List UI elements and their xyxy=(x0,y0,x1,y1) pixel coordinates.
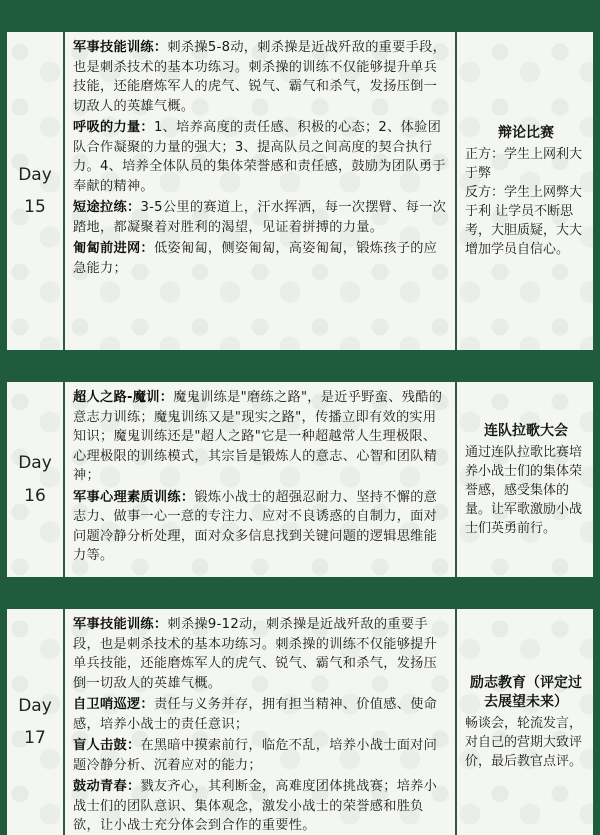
activity-cell xyxy=(457,382,593,577)
separator-bar xyxy=(0,577,600,609)
day-number: 17 xyxy=(24,728,46,748)
training-item xyxy=(73,488,448,566)
training-item xyxy=(73,198,448,237)
training-text: 戮友齐心，其利断金，高难度团体挑战赛；培养小战士们的团队意识、集体观念，激发小战士的荣誉感和胜负欲，让小战士充分体会到合作的重要性。 xyxy=(73,779,438,833)
header-bar xyxy=(0,0,600,32)
training-title: 匍匐前进网： xyxy=(73,241,154,256)
day-label: Day xyxy=(18,453,52,474)
day-number: 16 xyxy=(24,485,46,506)
training-title: 鼓动青春： xyxy=(73,779,141,794)
training-text: 责任与义务并存，拥有担当精神、价值感、使命感，培养小战士的责任意识； xyxy=(73,697,438,732)
activity-cell xyxy=(457,609,593,835)
left-edge xyxy=(0,32,7,350)
training-title: 自卫哨巡逻： xyxy=(73,697,154,712)
day-cell xyxy=(7,382,65,577)
training-item xyxy=(73,118,448,196)
day-number: 15 xyxy=(24,197,46,217)
training-content xyxy=(65,609,457,835)
training-title: 军事心理素质训练： xyxy=(73,489,195,505)
day-row-15 xyxy=(0,32,600,350)
training-text: 刺杀操9-12动，刺杀操是近战歼敌的重要手段，也是刺杀技术的基本功练习。刺杀操的训练不仅能够提升单兵技能，还能磨炼军人的虎气、锐气、霸气和杀气，发扬压倒一切敌人的英雄气概。 xyxy=(73,617,438,691)
activity-title: 辩论比赛 xyxy=(498,124,554,141)
right-edge xyxy=(593,32,600,350)
training-content xyxy=(65,32,457,350)
activity-cell xyxy=(457,32,593,350)
training-text: 低姿匍匐，侧姿匍匐，高姿匍匐，锻炼孩子的应急能力； xyxy=(73,241,438,276)
day-label: Day xyxy=(18,164,52,185)
activity-title: 连队拉歌大会 xyxy=(484,422,568,439)
activity-text: 畅谈会，轮流发言，对自己的营期大致评价，最后教官点评。 xyxy=(465,715,583,769)
training-item xyxy=(73,388,448,486)
training-item xyxy=(73,239,448,278)
training-title: 短途拉练： xyxy=(73,200,141,215)
training-item xyxy=(73,777,448,835)
training-item xyxy=(73,615,448,693)
training-title: 军事技能训练： xyxy=(73,40,168,55)
training-item xyxy=(73,695,448,734)
day-cell xyxy=(7,609,65,835)
training-text: 魔鬼训练是"磨练之路"，是近乎野蛮、残酷的意志力训练；魔鬼训练又是"现实之路"，传播立即有效的实用知识；魔鬼训练还是"超人之路"它是一种超越常人生理极限、心理极限的训练模式，其宗旨是锻炼人的意志、心智和团队精神； xyxy=(73,390,443,483)
day-cell xyxy=(7,32,65,350)
training-title: 军事技能训练： xyxy=(73,617,168,632)
left-edge xyxy=(0,382,7,577)
left-edge xyxy=(0,609,7,835)
training-item xyxy=(73,38,448,116)
day-label: Day xyxy=(18,695,52,716)
training-text: 在黑暗中摸索前行，临危不乱，培养小战士面对问题冷静分析、沉着应对的能力； xyxy=(73,738,438,773)
training-text: 刺杀操5-8动，刺杀操是近战歼敌的重要手段，也是刺杀技术的基本功练习。刺杀操的训练不仅能够提升单兵技能，还能磨炼军人的虎气、锐气、霸气和杀气，发扬压倒一切敌人的英雄气概。 xyxy=(73,40,447,114)
activity-title: 励志教育（评定过去展望未来） xyxy=(470,674,582,710)
day-row-16 xyxy=(0,382,600,577)
training-text: 锻炼小战士的超强忍耐力、坚持不懈的意志力、做事一心一意的专注力、应对不良诱惑的自制力，面对问题冷静分析处理，面对众多信息找到关键问题的逻辑思维能力等。 xyxy=(73,489,438,563)
training-item xyxy=(73,736,448,775)
day-row-17 xyxy=(0,609,600,835)
training-title: 呼吸的力量： xyxy=(73,120,154,135)
activity-text: 正方：学生上网利大于弊 反方：学生上网弊大于利 让学员不断思考，大胆质疑，大大增加学员自信心。 xyxy=(465,146,583,257)
training-text: 3-5公里的赛道上，汗水挥洒，每一次摆臂、每一次踏地，都凝聚着对胜利的渴望，见证着拼搏的力量。 xyxy=(73,200,447,235)
training-content xyxy=(65,382,457,577)
right-edge xyxy=(593,609,600,835)
activity-text: 通过连队拉歌比赛培养小战士们的集体荣誉感，感受集体的量。让军歌激励小战士们英勇前行。 xyxy=(465,444,583,536)
right-edge xyxy=(593,382,600,577)
training-title: 盲人击鼓： xyxy=(73,738,141,753)
separator-bar xyxy=(0,350,600,382)
training-title: 超人之路-魔训： xyxy=(73,390,174,405)
training-text: 1、培养高度的责任感、积极的心态；2、体验团队合作凝聚的力量的强大；3、提高队员之间高度的契合执行力。4、培养全体队员的集体荣誉感和责任感，鼓励为团队勇于奉献的精神。 xyxy=(73,120,446,194)
